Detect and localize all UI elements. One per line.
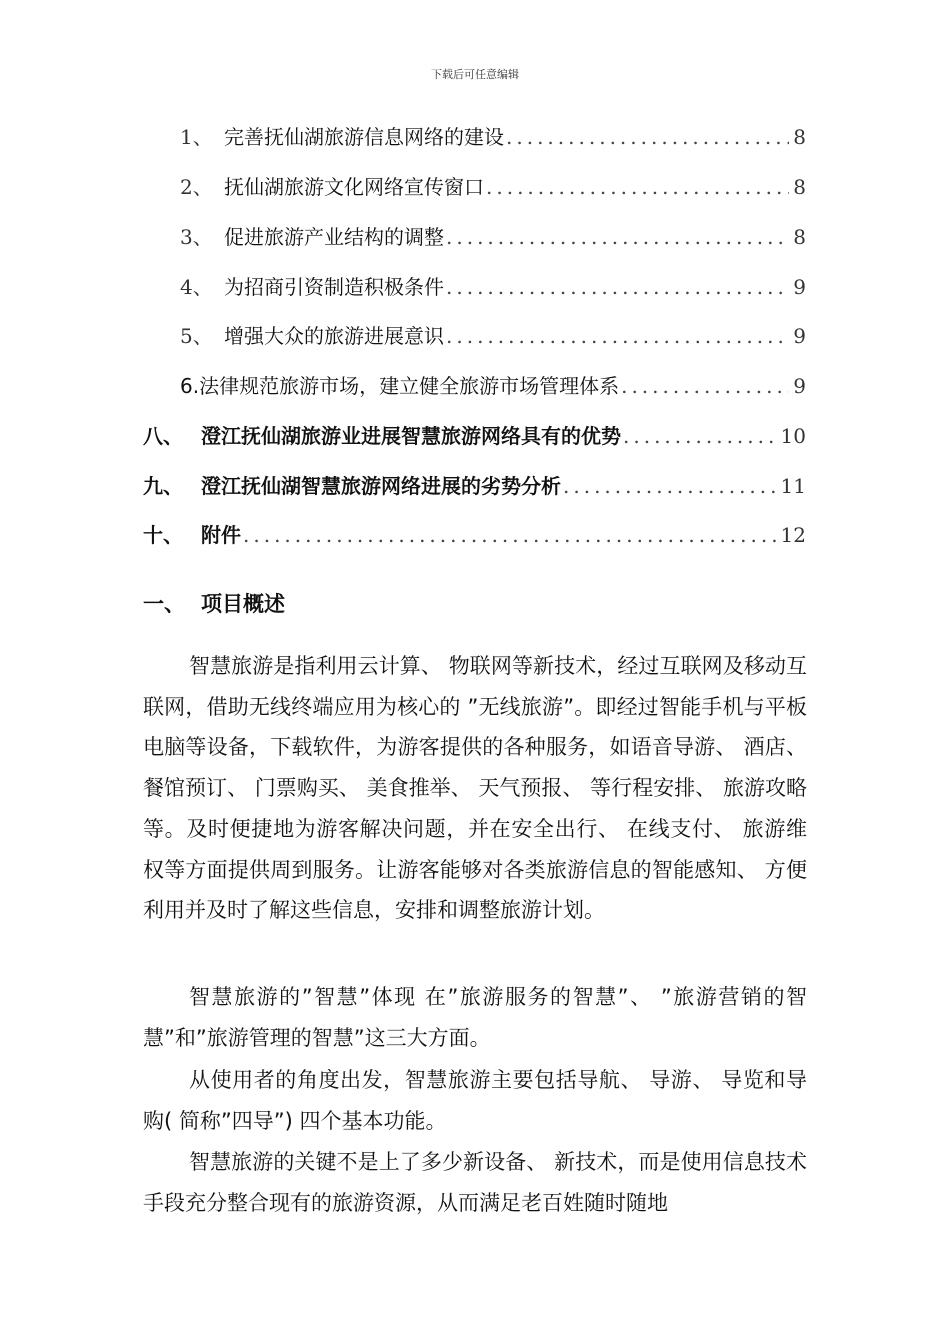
toc-entry[interactable] — [180, 271, 806, 301]
toc-number: 2、 — [180, 175, 213, 199]
toc-title: 完善抚仙湖旅游信息网络的建设 — [224, 125, 504, 149]
toc-title: 附件 — [201, 523, 241, 547]
toc-leader — [486, 173, 789, 201]
toc-title: 抚仙湖旅游文化网络宣传窗口 — [224, 175, 484, 199]
toc-number: 十、 — [143, 523, 183, 547]
toc-page-number: 8 — [793, 175, 806, 199]
toc-leader — [506, 123, 789, 151]
toc-number: 3、 — [180, 225, 213, 249]
toc-leader — [446, 223, 789, 251]
toc-leader — [563, 472, 777, 500]
toc-title: 增强大众的旅游进展意识 — [224, 324, 444, 348]
toc-leader — [243, 521, 777, 549]
section-heading — [143, 588, 285, 618]
section-title: 项目概述 — [201, 592, 285, 616]
page-header: 下载后可任意编辑 — [431, 68, 519, 81]
toc-title: 为招商引资制造积极条件 — [224, 275, 444, 299]
toc-page-number: 9 — [793, 324, 806, 348]
toc-number: 5、 — [180, 324, 213, 348]
toc-page-number: 8 — [793, 225, 806, 249]
toc-page-number: 10 — [780, 424, 806, 448]
toc-leader — [446, 322, 789, 350]
body-paragraph: 智慧旅游的”智慧”体现 在”旅游服务的智慧”、 ”旅游营销的智慧”和”旅游管理的智慧”这三大方面。 — [143, 985, 807, 1050]
toc-title: 澄江抚仙湖旅游业进展智慧旅游网络具有的优势 — [201, 424, 621, 448]
toc-page-number: 12 — [780, 523, 806, 547]
toc-entry[interactable] — [143, 519, 806, 549]
body-paragraph: 从使用者的角度出发，智慧旅游主要包括导航、 导游、 导览和导购( 简称”四导”) 四个基本功能。 — [143, 1068, 807, 1133]
toc-page-number: 8 — [793, 125, 806, 149]
toc-title: 6.法律规范旅游市场，建立健全旅游市场管理体系 — [180, 374, 620, 398]
toc-leader — [621, 372, 789, 400]
toc-entry[interactable] — [180, 121, 806, 151]
toc-number: 八、 — [143, 424, 183, 448]
toc-entry[interactable] — [180, 221, 806, 251]
toc-page-number: 11 — [780, 474, 806, 498]
toc-entry[interactable] — [143, 470, 806, 500]
toc-number: 1、 — [180, 125, 213, 149]
toc-page-number: 9 — [793, 275, 806, 299]
section-number: 一、 — [143, 592, 185, 616]
toc-entry[interactable] — [143, 420, 806, 450]
toc-entry[interactable] — [180, 370, 806, 400]
toc-leader — [623, 422, 777, 450]
body-paragraph: 智慧旅游的关键不是上了多少新设备、 新技术，而是使用信息技术手段充分整合现有的旅游资源，从而满足老百姓随时随地 — [143, 1150, 807, 1215]
toc-leader — [446, 273, 789, 301]
toc-number: 九、 — [143, 474, 183, 498]
toc-title: 促进旅游产业结构的调整 — [224, 225, 444, 249]
body-paragraph: 智慧旅游是指利用云计算、 物联网等新技术，经过互联网及移动互联网，借助无线终端应用为核心的 ”无线旅游”。即经过智能手机与平板电脑等设备，下载软件，为游客提供的各种服务，如语音导游、 酒店、 餐馆预订、 门票购买、 美食推举、 天气预报、 等行程安排、 旅游攻略等。及时便捷地为游客解决问题，并在安全出行、 在线支付、 旅游维权等方面提供周到服务。让游客能够对各类旅游信息的智能感知、 方便利用并及时了解这些信息，安排和调整旅游计划。 — [143, 654, 807, 923]
toc-page-number: 9 — [793, 374, 806, 398]
toc-entry[interactable] — [180, 171, 806, 201]
toc-title: 澄江抚仙湖智慧旅游网络进展的劣势分析 — [201, 474, 561, 498]
toc-entry[interactable] — [180, 320, 806, 350]
toc-number: 4、 — [180, 275, 213, 299]
